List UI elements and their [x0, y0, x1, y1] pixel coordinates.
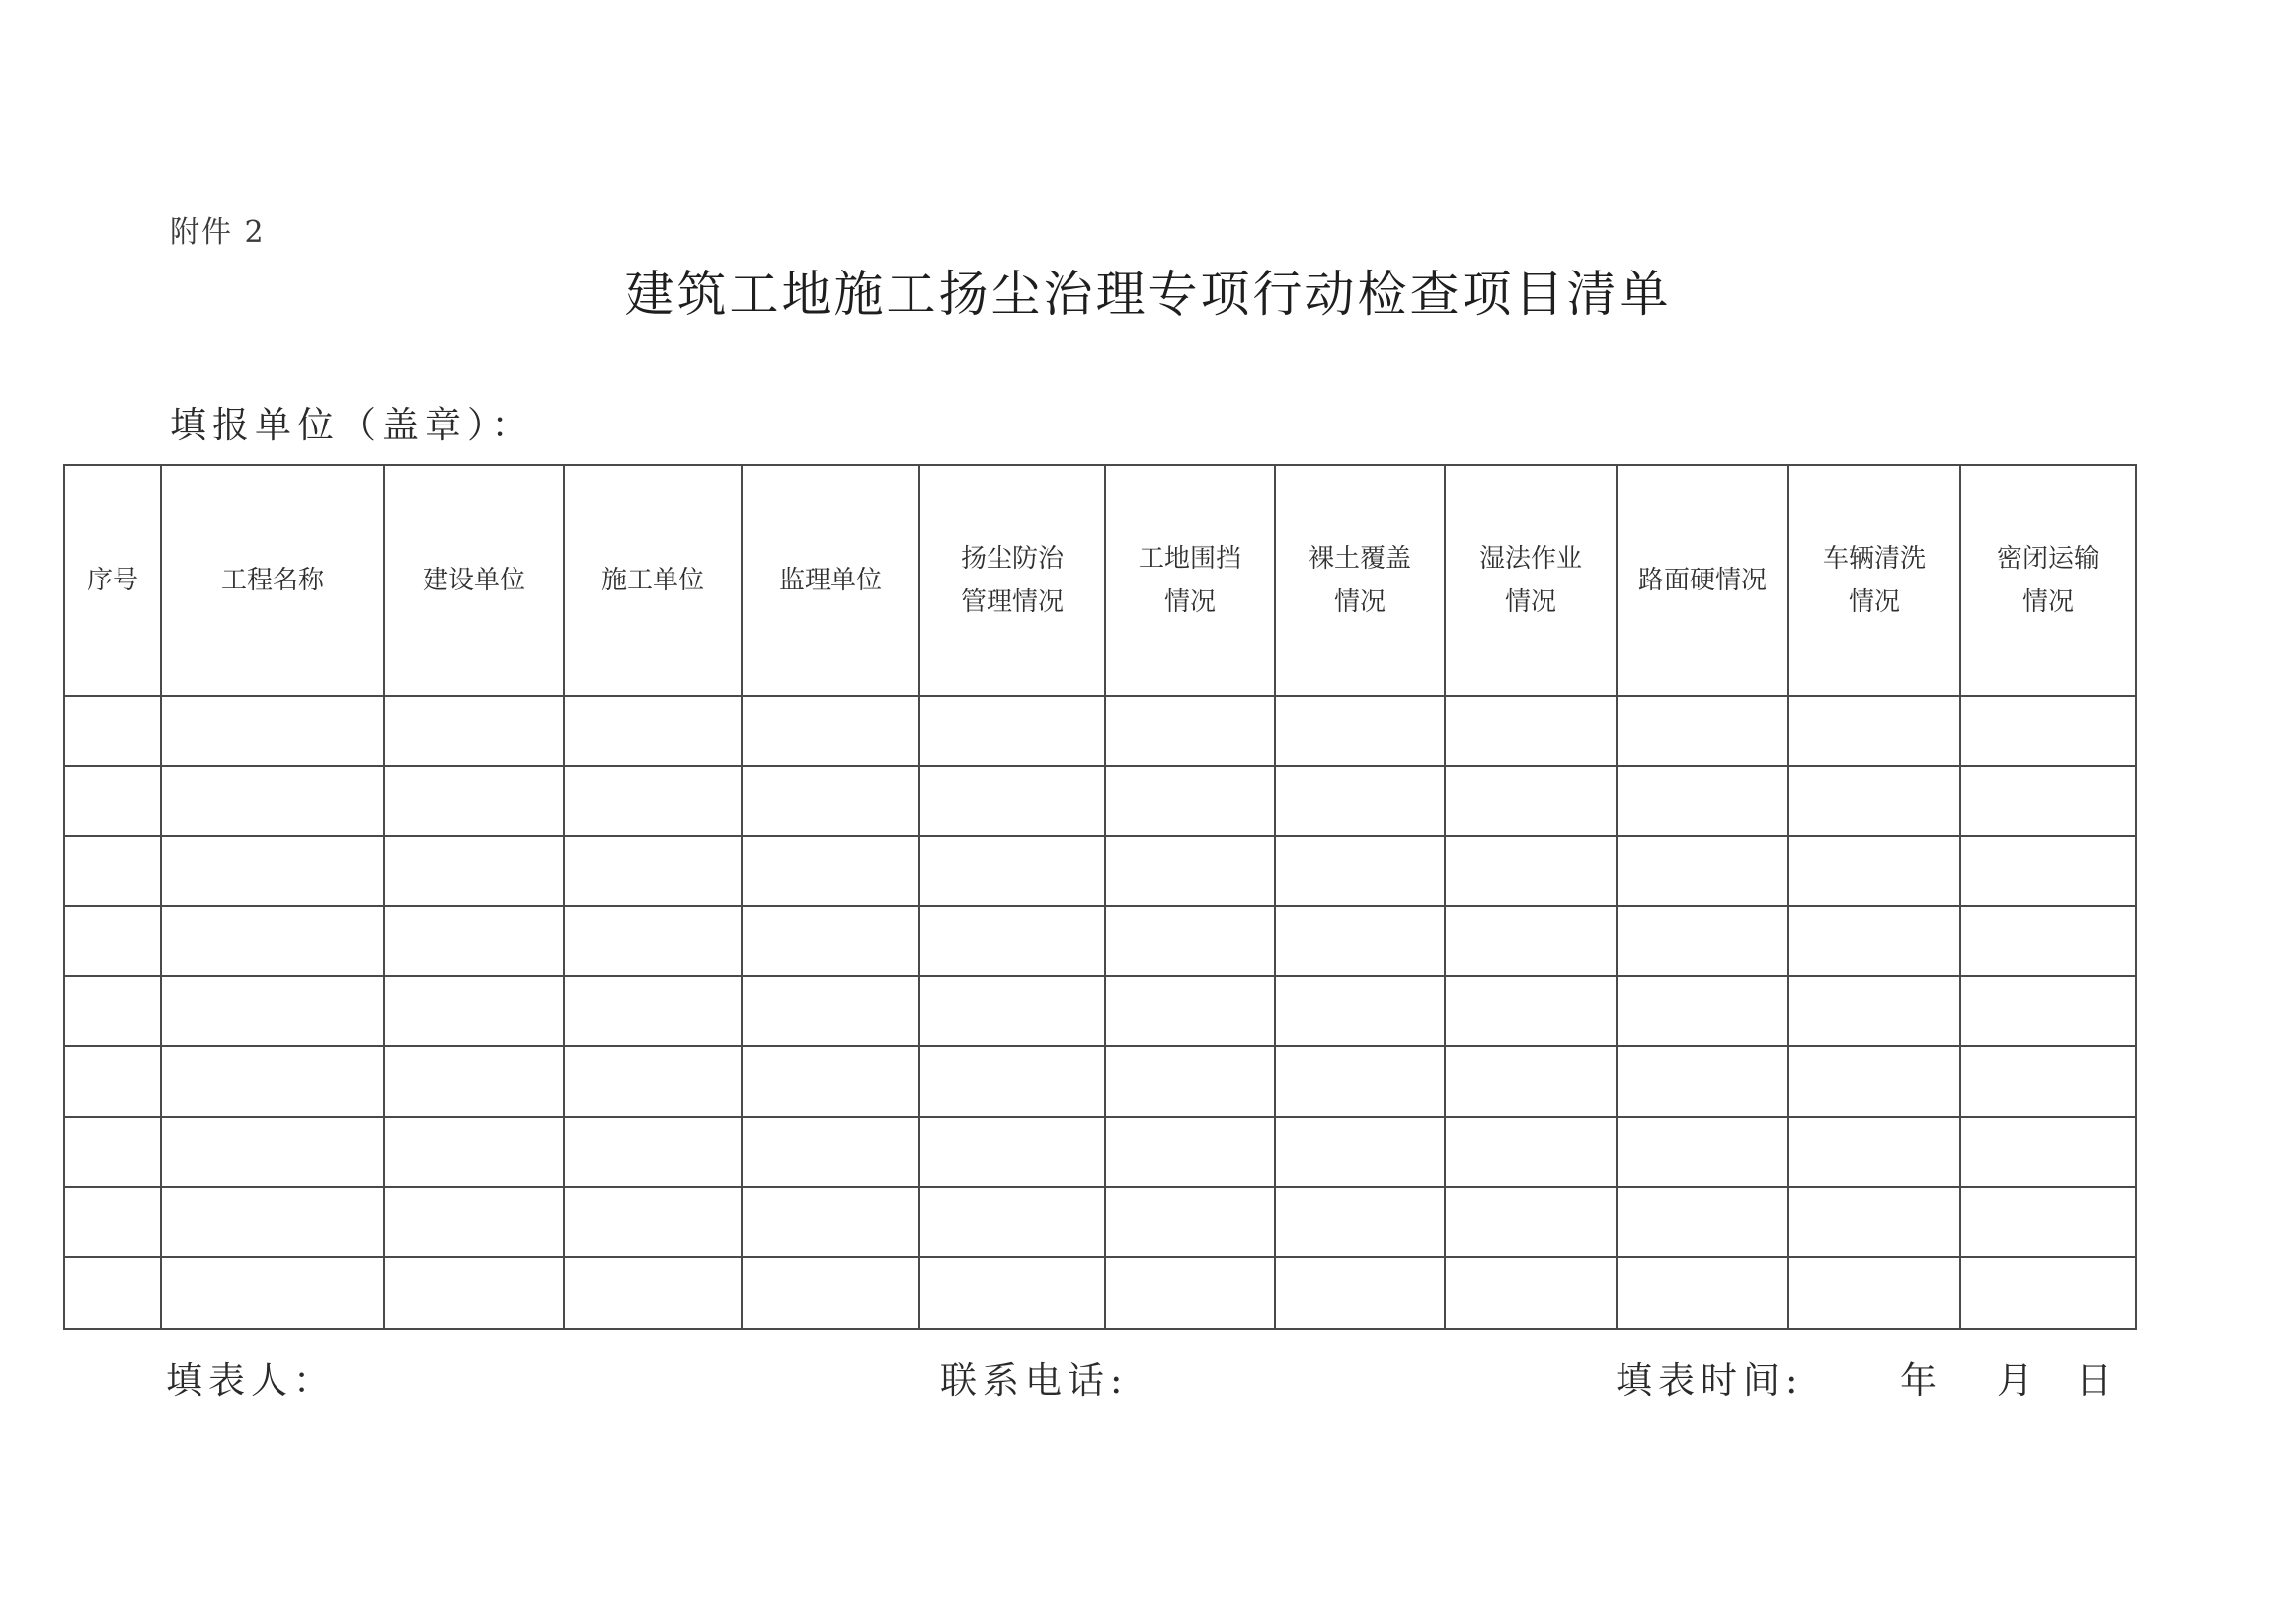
header-dust-control-management: 扬尘防治 管理情况 [919, 465, 1105, 696]
table-row [64, 906, 2136, 976]
table-cell[interactable] [161, 1187, 384, 1257]
table-cell[interactable] [919, 1187, 1105, 1257]
table-cell[interactable] [1788, 766, 1960, 836]
table-cell[interactable] [1275, 1257, 1445, 1329]
table-cell[interactable] [1960, 976, 2136, 1046]
table-cell[interactable] [1617, 766, 1788, 836]
table-cell[interactable] [1617, 836, 1788, 906]
table-cell[interactable] [161, 976, 384, 1046]
table-cell[interactable] [564, 696, 742, 766]
table-cell[interactable] [919, 1117, 1105, 1187]
table-cell[interactable] [1105, 1046, 1275, 1117]
table-cell[interactable] [1960, 1187, 2136, 1257]
table-cell[interactable] [1960, 836, 2136, 906]
table-cell[interactable] [564, 976, 742, 1046]
header-sealed-transport: 密闭运输 情况 [1960, 465, 2136, 696]
fill-time-label: 填表时间: [1616, 1359, 1804, 1402]
table-cell[interactable] [1445, 1046, 1617, 1117]
table-cell[interactable] [742, 1257, 919, 1329]
table-cell[interactable] [919, 1257, 1105, 1329]
header-row [64, 465, 2136, 696]
table-cell[interactable] [161, 1046, 384, 1117]
table-cell[interactable] [1788, 1187, 1960, 1257]
table-cell[interactable] [742, 1046, 919, 1117]
table-cell[interactable] [919, 1046, 1105, 1117]
table-cell[interactable] [742, 1117, 919, 1187]
table-cell[interactable] [1445, 836, 1617, 906]
table-cell[interactable] [1275, 1046, 1445, 1117]
table-cell[interactable] [1960, 1046, 2136, 1117]
header-serial-number: 序号 [64, 465, 161, 696]
table-cell[interactable] [1275, 1117, 1445, 1187]
table-cell[interactable] [1105, 1187, 1275, 1257]
table-cell[interactable] [161, 836, 384, 906]
table-cell[interactable] [1445, 906, 1617, 976]
header-site-fencing: 工地围挡 情况 [1105, 465, 1275, 696]
table-cell[interactable] [1445, 1187, 1617, 1257]
table-cell[interactable] [64, 1046, 161, 1117]
table-cell[interactable] [1788, 976, 1960, 1046]
table-cell[interactable] [1617, 1257, 1788, 1329]
table-cell[interactable] [384, 976, 564, 1046]
table-cell[interactable] [1788, 1257, 1960, 1329]
header-wet-operation: 湿法作业 情况 [1445, 465, 1617, 696]
table-row [64, 976, 2136, 1046]
table-cell[interactable] [64, 906, 161, 976]
table-row [64, 1187, 2136, 1257]
table-cell[interactable] [1617, 1187, 1788, 1257]
table-cell[interactable] [1960, 906, 2136, 976]
table-cell[interactable] [1105, 1117, 1275, 1187]
table-row [64, 1257, 2136, 1329]
table-cell[interactable] [384, 696, 564, 766]
table-row [64, 1117, 2136, 1187]
table-cell[interactable] [161, 1117, 384, 1187]
table-cell[interactable] [64, 1117, 161, 1187]
month-label: 月 [1997, 1359, 2033, 1402]
table-cell[interactable] [1445, 696, 1617, 766]
header-vehicle-washing: 车辆清洗 情况 [1788, 465, 1960, 696]
table-cell[interactable] [161, 696, 384, 766]
table-cell[interactable] [161, 766, 384, 836]
table-cell[interactable] [1445, 766, 1617, 836]
table-cell[interactable] [64, 766, 161, 836]
table-cell[interactable] [1617, 696, 1788, 766]
table-cell[interactable] [919, 766, 1105, 836]
table-header [64, 465, 2136, 696]
table-cell[interactable] [1788, 906, 1960, 976]
table-cell[interactable] [1105, 1257, 1275, 1329]
table-cell[interactable] [1275, 976, 1445, 1046]
table-cell[interactable] [1617, 906, 1788, 976]
table-cell[interactable] [919, 976, 1105, 1046]
header-road-hardening: 路面硬情况 [1617, 465, 1788, 696]
table-cell[interactable] [1960, 766, 2136, 836]
table-cell[interactable] [742, 1187, 919, 1257]
table-cell[interactable] [564, 906, 742, 976]
table-cell[interactable] [1960, 696, 2136, 766]
table-cell[interactable] [564, 1117, 742, 1187]
filler-label: 填表人： [166, 1359, 336, 1402]
table-cell[interactable] [1445, 1257, 1617, 1329]
table-cell[interactable] [1105, 766, 1275, 836]
table-cell[interactable] [384, 836, 564, 906]
table-cell[interactable] [1105, 906, 1275, 976]
table-cell[interactable] [1788, 1117, 1960, 1187]
table-cell[interactable] [1275, 1187, 1445, 1257]
table-cell[interactable] [64, 976, 161, 1046]
table-cell[interactable] [1105, 976, 1275, 1046]
header-supervision-unit: 监理单位 [742, 465, 919, 696]
table-cell[interactable] [1445, 1117, 1617, 1187]
table-cell[interactable] [64, 1257, 161, 1329]
header-bare-soil-cover: 裸土覆盖 情况 [1275, 465, 1445, 696]
header-construction-unit: 建设单位 [384, 465, 564, 696]
table-cell[interactable] [1105, 836, 1275, 906]
year-label: 年 [1900, 1359, 1937, 1402]
table-cell[interactable] [1275, 836, 1445, 906]
table-row [64, 696, 2136, 766]
table-cell[interactable] [1960, 1257, 2136, 1329]
table-cell[interactable] [1617, 976, 1788, 1046]
table-cell[interactable] [564, 836, 742, 906]
table-cell[interactable] [564, 1046, 742, 1117]
table-cell[interactable] [161, 1257, 384, 1329]
table-cell[interactable] [564, 1257, 742, 1329]
table-cell[interactable] [1275, 906, 1445, 976]
table-cell[interactable] [384, 1187, 564, 1257]
table-cell[interactable] [742, 976, 919, 1046]
table-cell[interactable] [1617, 1046, 1788, 1117]
table-cell[interactable] [1788, 836, 1960, 906]
table-cell[interactable] [564, 766, 742, 836]
table-cell[interactable] [919, 836, 1105, 906]
table-cell[interactable] [64, 1187, 161, 1257]
day-label: 日 [2076, 1359, 2112, 1402]
inspection-table [63, 464, 2137, 1330]
table-cell[interactable] [1788, 1046, 1960, 1117]
table-cell[interactable] [384, 1257, 564, 1329]
table-row [64, 836, 2136, 906]
table-cell[interactable] [919, 696, 1105, 766]
table-cell[interactable] [64, 836, 161, 906]
filling-unit-label: 填报单位（盖章）： [170, 404, 534, 446]
table-cell[interactable] [1960, 1117, 2136, 1187]
table-cell[interactable] [742, 836, 919, 906]
table-cell[interactable] [1445, 976, 1617, 1046]
table-cell[interactable] [1275, 766, 1445, 836]
table-cell[interactable] [161, 906, 384, 976]
table-row [64, 1046, 2136, 1117]
table-cell[interactable] [742, 766, 919, 836]
table-cell[interactable] [1788, 696, 1960, 766]
table-cell[interactable] [742, 696, 919, 766]
header-contractor-unit: 施工单位 [564, 465, 742, 696]
header-project-name: 工程名称 [161, 465, 384, 696]
table-row [64, 766, 2136, 836]
table-cell[interactable] [384, 906, 564, 976]
table-cell[interactable] [384, 1117, 564, 1187]
table-cell[interactable] [64, 696, 161, 766]
table-cell[interactable] [384, 1046, 564, 1117]
table-cell[interactable] [1105, 696, 1275, 766]
table-cell[interactable] [1275, 696, 1445, 766]
table-cell[interactable] [1617, 1117, 1788, 1187]
table-cell[interactable] [919, 906, 1105, 976]
table-cell[interactable] [384, 766, 564, 836]
table-body [64, 696, 2136, 1329]
table-cell[interactable] [564, 1187, 742, 1257]
table-cell[interactable] [742, 906, 919, 976]
document-title: 建筑工地施工扬尘治理专项行动检查项目清单 [624, 266, 1672, 323]
phone-label: 联系电话: [940, 1359, 1129, 1402]
attachment-label: 附件 2 [170, 215, 266, 250]
